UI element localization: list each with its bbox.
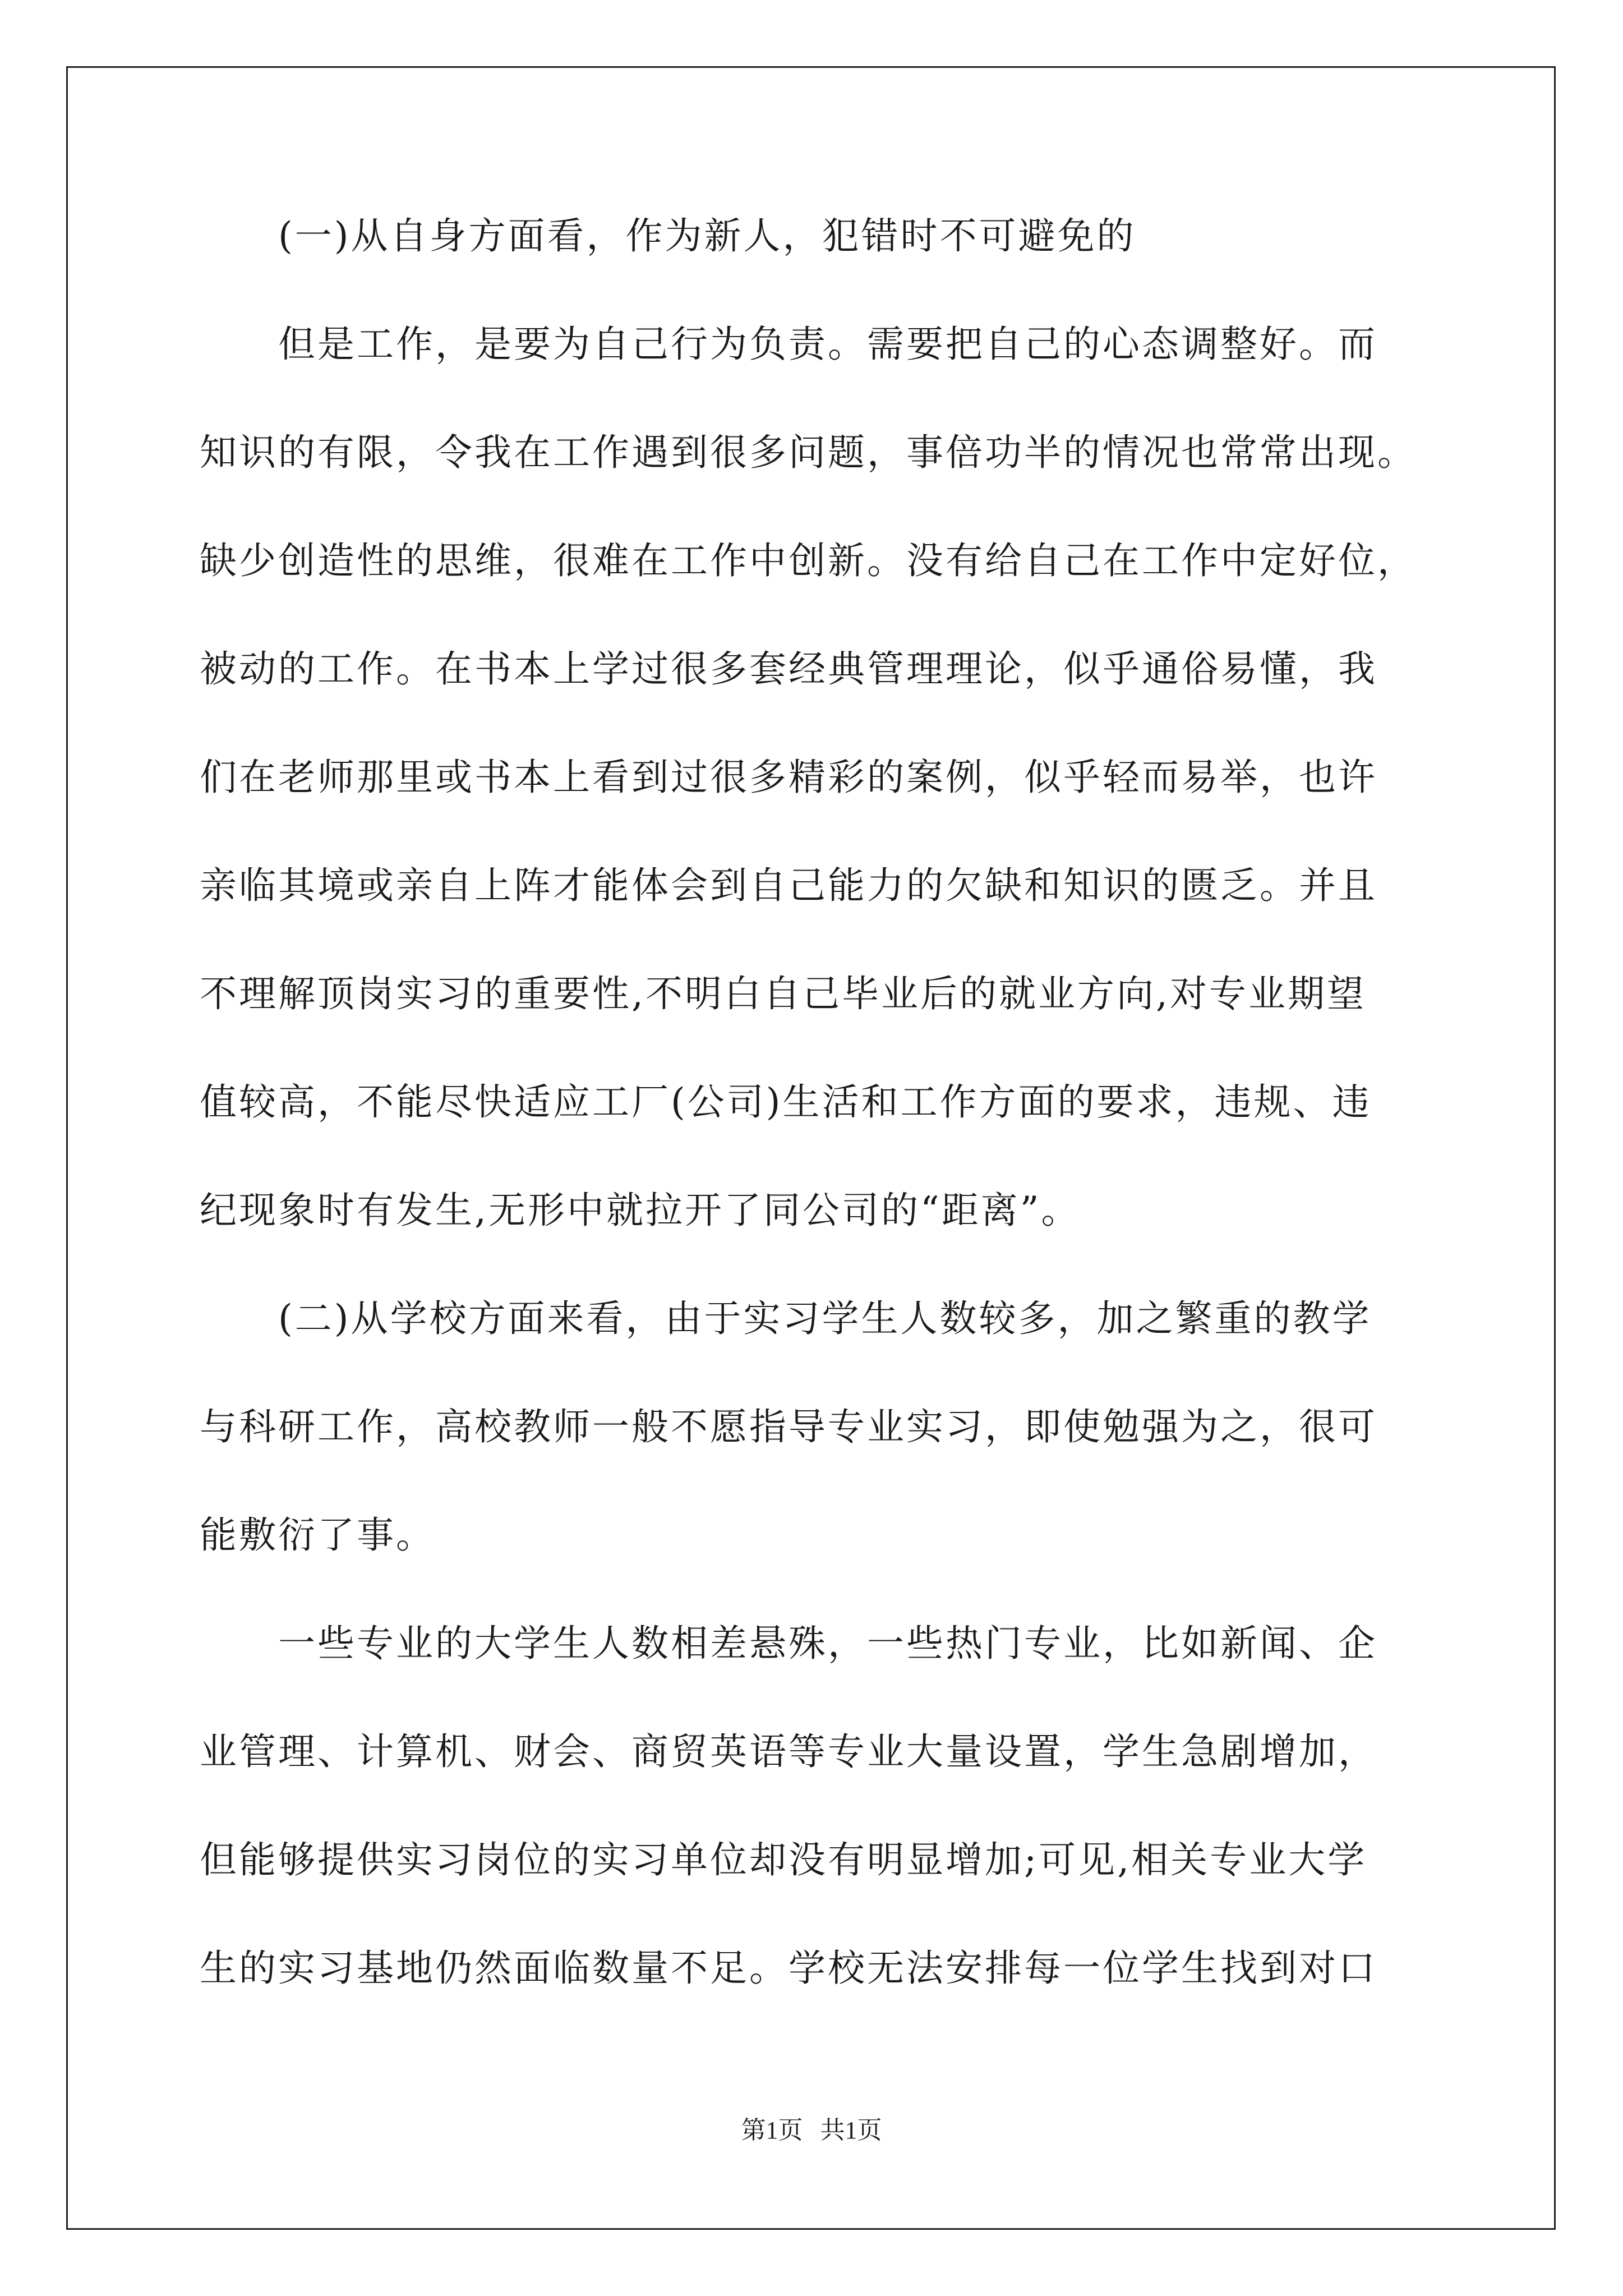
page-number: 第1页 — [741, 2116, 803, 2144]
text-line: 值较高，不能尽快适应工厂(公司)生活和工作方面的要求，违规、违 — [200, 1080, 1372, 1124]
text-line: 被动的工作。在书本上学过很多套经典管理理论，似乎通俗易懂，我 — [200, 647, 1377, 691]
text-line: 能敷衍了事。 — [200, 1513, 435, 1557]
text-line: 一些专业的大学生人数相差悬殊，一些热门专业，比如新闻、企 — [278, 1622, 1377, 1665]
text-line: 与科研工作，高校教师一般不愿指导专业实习，即使勉强为之，很可 — [200, 1405, 1377, 1448]
text-line: 缺少创造性的思维，很难在工作中创新。没有给自己在工作中定好位， — [200, 539, 1417, 582]
document-body — [200, 214, 1433, 2058]
text-line: 们在老师那里或书本上看到过很多精彩的案例，似乎轻而易举，也许 — [200, 756, 1377, 799]
text-line: 纪现象时有发生,无形中就拉开了同公司的“距离”。 — [200, 1189, 1081, 1232]
page-total: 共1页 — [820, 2116, 882, 2144]
text-line: 亲临其境或亲自上阵才能体会到自己能力的欠缺和知识的匮乏。并且 — [200, 864, 1377, 907]
text-line: 不理解顶岗实习的重要性,不明白自己毕业后的就业方向,对专业期望 — [200, 972, 1366, 1015]
text-line: 生的实习基地仍然面临数量不足。学校无法安排每一位学生找到对口 — [200, 1947, 1377, 1990]
text-line: (一)从自身方面看，作为新人，犯错时不可避免的 — [278, 214, 1136, 257]
page-footer — [0, 2118, 1623, 2143]
text-line: 但能够提供实习岗位的实习单位却没有明显增加;可见,相关专业大学 — [200, 1838, 1367, 1881]
text-line: 但是工作，是要为自己行为负责。需要把自己的心态调整好。而 — [278, 323, 1377, 366]
text-line: (二)从学校方面来看，由于实习学生人数较多，加之繁重的教学 — [278, 1297, 1372, 1340]
text-line: 知识的有限，令我在工作遇到很多问题，事倍功半的情况也常常出现。 — [200, 431, 1417, 474]
text-line: 业管理、计算机、财会、商贸英语等专业大量设置，学生急剧增加， — [200, 1730, 1377, 1773]
